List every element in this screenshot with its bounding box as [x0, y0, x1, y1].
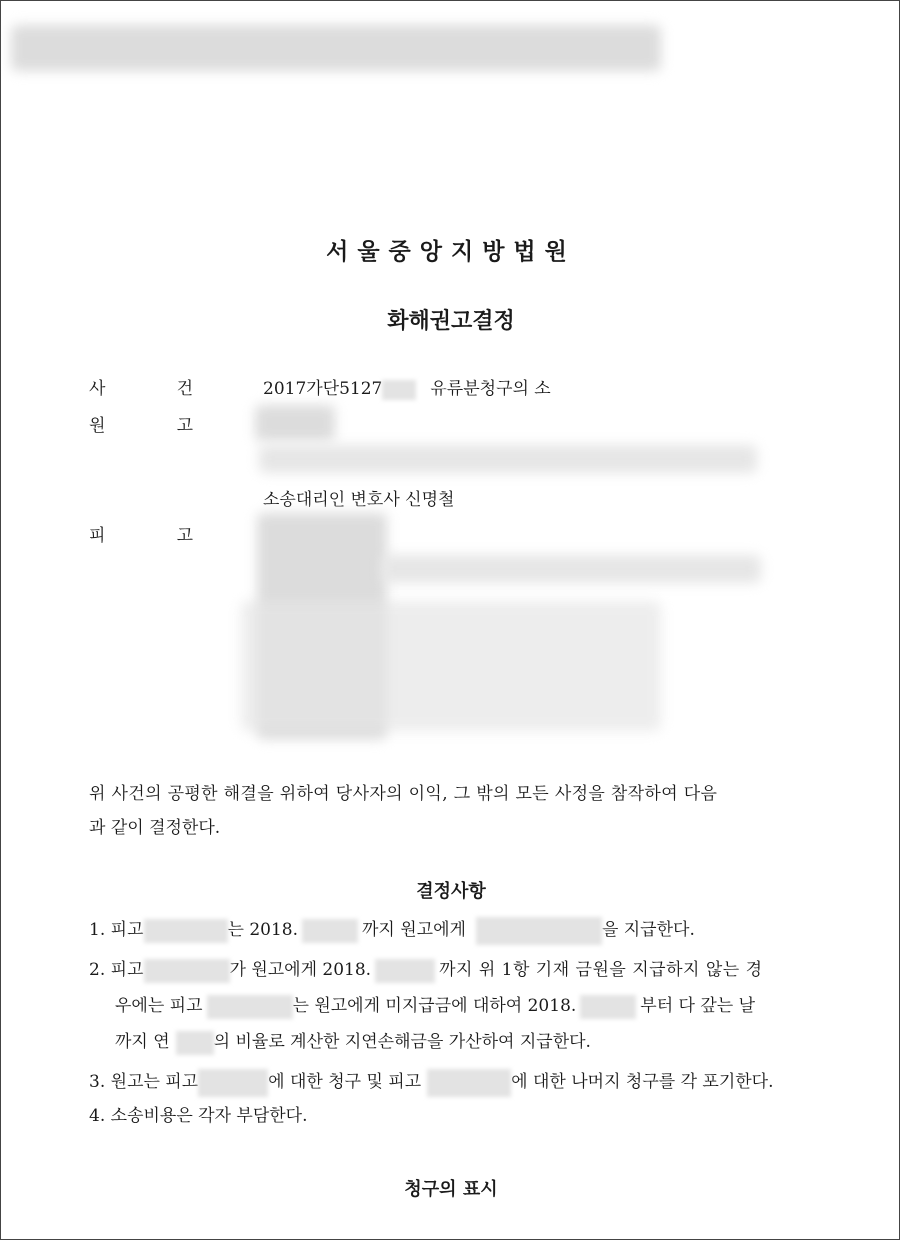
- redacted-date-1: [302, 919, 358, 943]
- redacted-plaintiff-name: [255, 405, 335, 441]
- item-2-text-f: 부터 다 갚는 날: [640, 996, 756, 1016]
- redacted-defendant-address-2: [241, 601, 661, 731]
- item-1-number: 1.: [89, 920, 106, 940]
- case-number: [263, 374, 551, 400]
- redacted-date-3: [580, 995, 636, 1019]
- decision-item-1: [89, 915, 695, 945]
- item-4-number: 4.: [89, 1106, 106, 1126]
- case-label-text: 사: [89, 379, 106, 399]
- defendant-label-text: 피: [89, 526, 106, 546]
- decision-item-2-line-2: [115, 991, 755, 1019]
- plaintiff-counsel: 소송대리인 변호사 신명철: [263, 490, 455, 510]
- redacted-defendant-address-1: [381, 555, 761, 583]
- case-name: 유류분청구의 소: [430, 379, 551, 399]
- redacted-date-2: [375, 959, 435, 983]
- redacted-defendant-4: [198, 1069, 268, 1097]
- item-3-text-a: 원고는 피고: [110, 1072, 199, 1092]
- decision-item-4: [89, 1101, 308, 1126]
- item-2-text-h: 의 비율로 계산한 지연손해금을 가산하여 지급한다.: [213, 1032, 591, 1052]
- redacted-defendant-2: [144, 959, 230, 983]
- item-2-text-a: 피고: [110, 960, 144, 980]
- redacted-defendant-1: [144, 919, 228, 943]
- redacted-case-digits: [382, 380, 416, 400]
- intro-line-2: 과 같이 결정한다.: [89, 818, 221, 838]
- document-title: 화해권고결정: [387, 309, 515, 334]
- item-2-text-g: 까지 연: [115, 1032, 170, 1052]
- item-3-number: 3.: [89, 1072, 106, 1092]
- intro-line-1: 위 사건의 공평한 해결을 위하여 당사자의 이익, 그 밖의 모든 사정을 참작하여 다음: [89, 784, 718, 804]
- item-4-text: 소송비용은 각자 부담한다.: [110, 1106, 308, 1126]
- item-3-text-b: 에 대한 청구 및 피고: [268, 1072, 422, 1092]
- item-2-text-b: 가 원고에게 2018.: [229, 960, 372, 980]
- redacted-plaintiff-address: [259, 445, 757, 473]
- item-2-text-d: 우에는 피고: [115, 996, 203, 1016]
- case-label-text-2: 건: [176, 379, 193, 399]
- redacted-amount: [476, 917, 602, 945]
- defendant-label: [89, 521, 193, 546]
- item-1-text-b: 는 2018.: [227, 920, 298, 940]
- item-1-text-d: 을 지급한다.: [601, 920, 695, 940]
- item-2-text-e: 는 원고에게 미지급금에 대하여 2018.: [292, 996, 577, 1016]
- item-1-text-c: 까지 원고에게: [362, 920, 466, 940]
- item-2-text-c: 까지 위 1항 기재 금원을 지급하지 않는 경: [439, 960, 763, 980]
- claim-heading: 청구의 표시: [404, 1179, 498, 1200]
- item-2-number: 2.: [89, 960, 106, 980]
- decision-item-2: [89, 955, 763, 983]
- item-1-text-a: 피고: [110, 920, 144, 940]
- redacted-header: [11, 25, 661, 71]
- decision-item-2-line-3: [115, 1027, 591, 1055]
- case-number-value: 2017가단5127: [263, 379, 383, 399]
- item-3-text-c: 에 대한 나머지 청구를 각 포기한다.: [511, 1072, 774, 1092]
- plaintiff-label-text-2: 고: [176, 416, 193, 436]
- decision-item-3: [89, 1067, 774, 1097]
- redacted-rate: [176, 1031, 214, 1055]
- redacted-defendant-5: [427, 1069, 511, 1097]
- redacted-defendant-3: [207, 995, 293, 1019]
- case-label: [89, 374, 193, 399]
- plaintiff-label: [89, 411, 193, 436]
- plaintiff-label-text: 원: [89, 416, 106, 436]
- decision-heading: 결정사항: [416, 881, 486, 902]
- defendant-label-text-2: 고: [176, 526, 193, 546]
- court-name: 서울중앙지방법원: [326, 239, 576, 265]
